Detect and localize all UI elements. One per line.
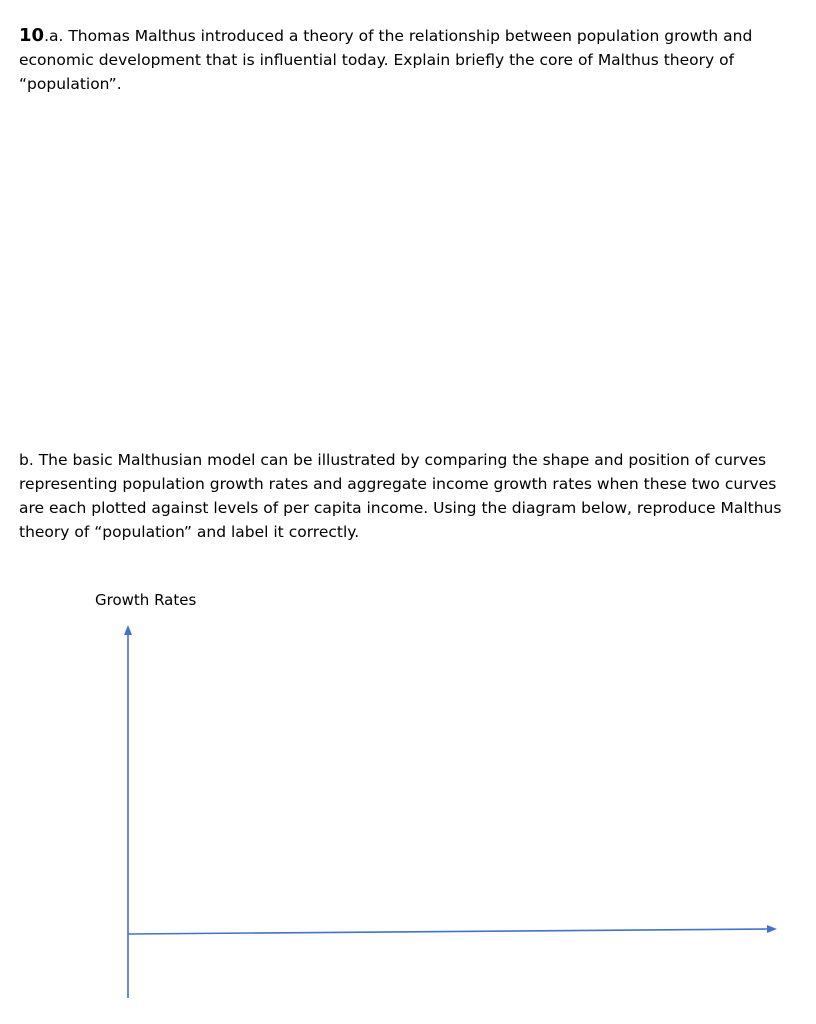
- y-axis-arrowhead: [124, 625, 132, 635]
- y-axis-label: Growth Rates: [95, 591, 197, 609]
- x-axis-line: [128, 929, 768, 934]
- question-a-text: .a. Thomas Malthus introduced a theory of the relationship between population growth and economic development that is influential today. Explain briefly the core of Malthus theory of “population”.: [19, 27, 753, 93]
- question-b: b. The basic Malthusian model can be illustrated by comparing the shape and position of curves representing population growth rates and aggregate income growth rates when these two curves are each plotted against levels of per capita income. Using the diagram below, reproduce Malthus theory of “population” and label it correctly.: [19, 451, 782, 541]
- x-axis-arrowhead: [767, 925, 777, 933]
- question-number: 10: [19, 25, 45, 46]
